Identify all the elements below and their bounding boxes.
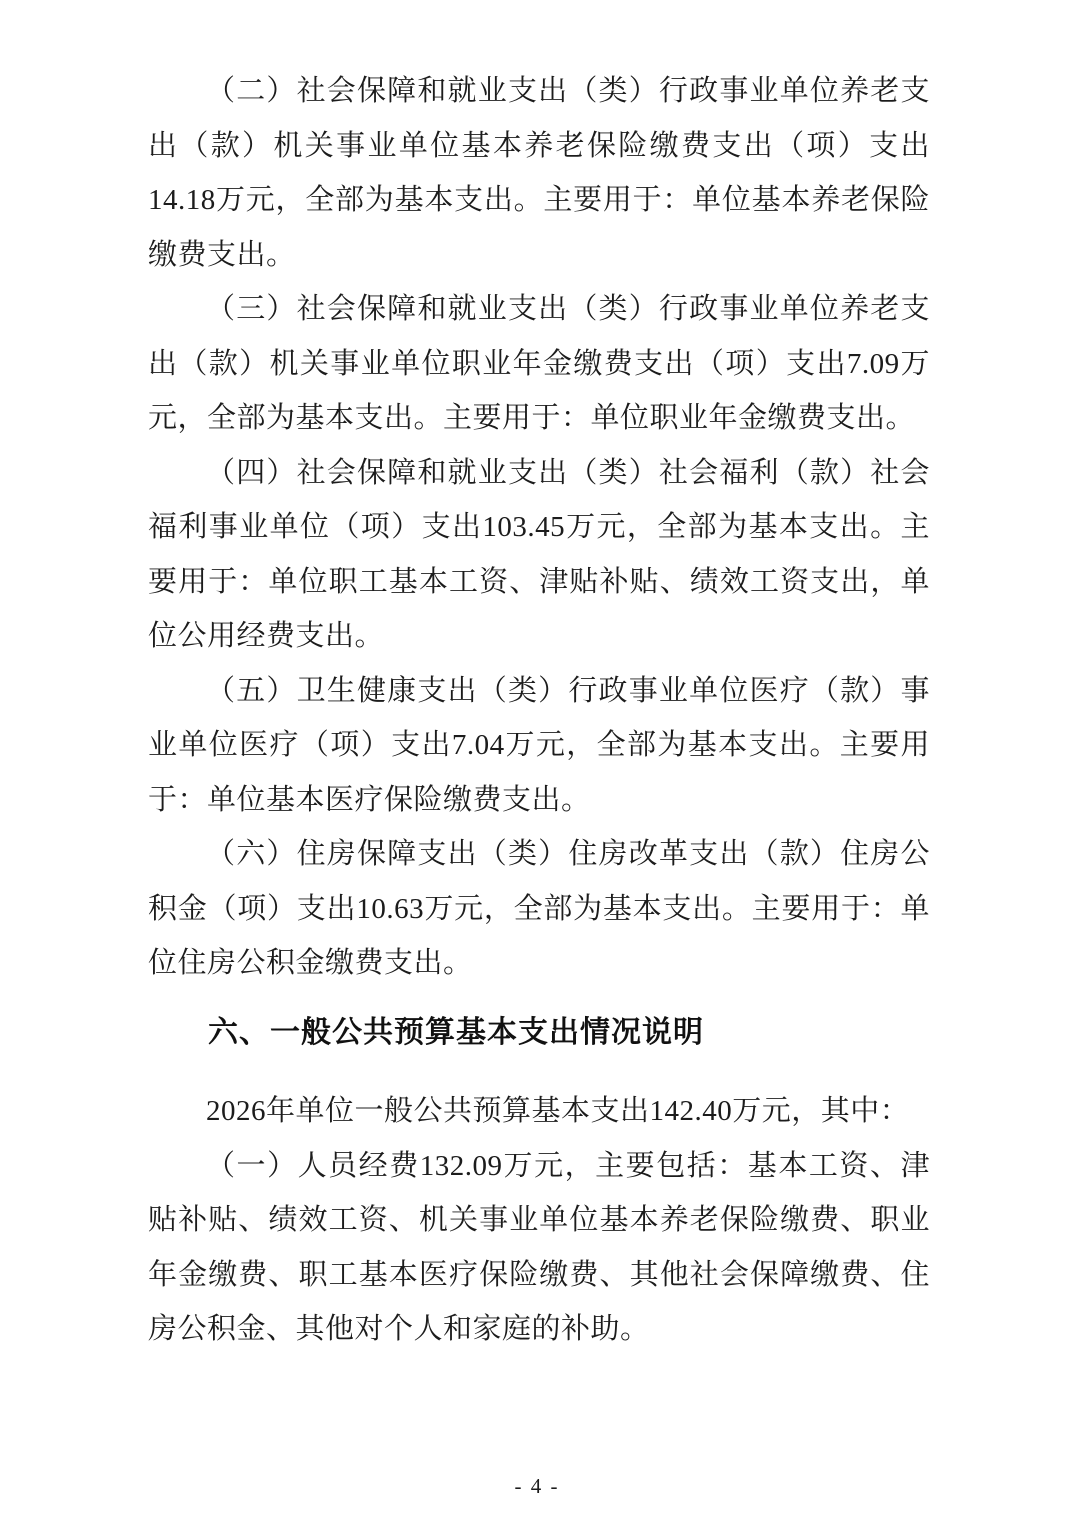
- page-footer: [0, 1474, 1074, 1499]
- body-paragraph-expense-item-6: （六）住房保障支出（类）住房改革支出（款）住房公积金（项）支出10.63万元，全部为基本支出。主要用于：单位住房公积金缴费支出。: [148, 838, 930, 979]
- body-paragraph-personnel-funds: （一）人员经费132.09万元，主要包括：基本工资、津贴补贴、绩效工资、机关事业单位基本养老保险缴费、职业年金缴费、职工基本医疗保险缴费、其他社会保障缴费、住房公积金、其他对个人和家庭的补助。: [148, 1149, 930, 1345]
- document-body: [148, 64, 930, 1357]
- body-paragraph-expense-item-2: （二）社会保障和就业支出（类）行政事业单位养老支出（款）机关事业单位基本养老保险缴费支出（项）支出14.18万元，全部为基本支出。主要用于：单位基本养老保险缴费支出。: [148, 75, 930, 271]
- body-paragraph-expense-item-5: （五）卫生健康支出（类）行政事业单位医疗（款）事业单位医疗（项）支出7.04万元，全部为基本支出。主要用于：单位基本医疗保险缴费支出。: [148, 674, 930, 816]
- body-paragraph-expense-item-3: （三）社会保障和就业支出（类）行政事业单位养老支出（款）机关事业单位职业年金缴费支出（项）支出7.09万元，全部为基本支出。主要用于：单位职业年金缴费支出。: [148, 293, 930, 434]
- section-heading-basic-expenditure: 六、一般公共预算基本支出情况说明: [208, 1015, 704, 1049]
- body-paragraph-expense-item-4: （四）社会保障和就业支出（类）社会福利（款）社会福利事业单位（项）支出103.45万元，全部为基本支出。主要用于：单位职工基本工资、津贴补贴、绩效工资支出，单位公用经费支出。: [148, 456, 930, 652]
- page-number: - 4 -: [514, 1474, 560, 1498]
- body-paragraph-total-basic-expenditure: 2026年单位一般公共预算基本支出142.40万元，其中：: [206, 1095, 910, 1127]
